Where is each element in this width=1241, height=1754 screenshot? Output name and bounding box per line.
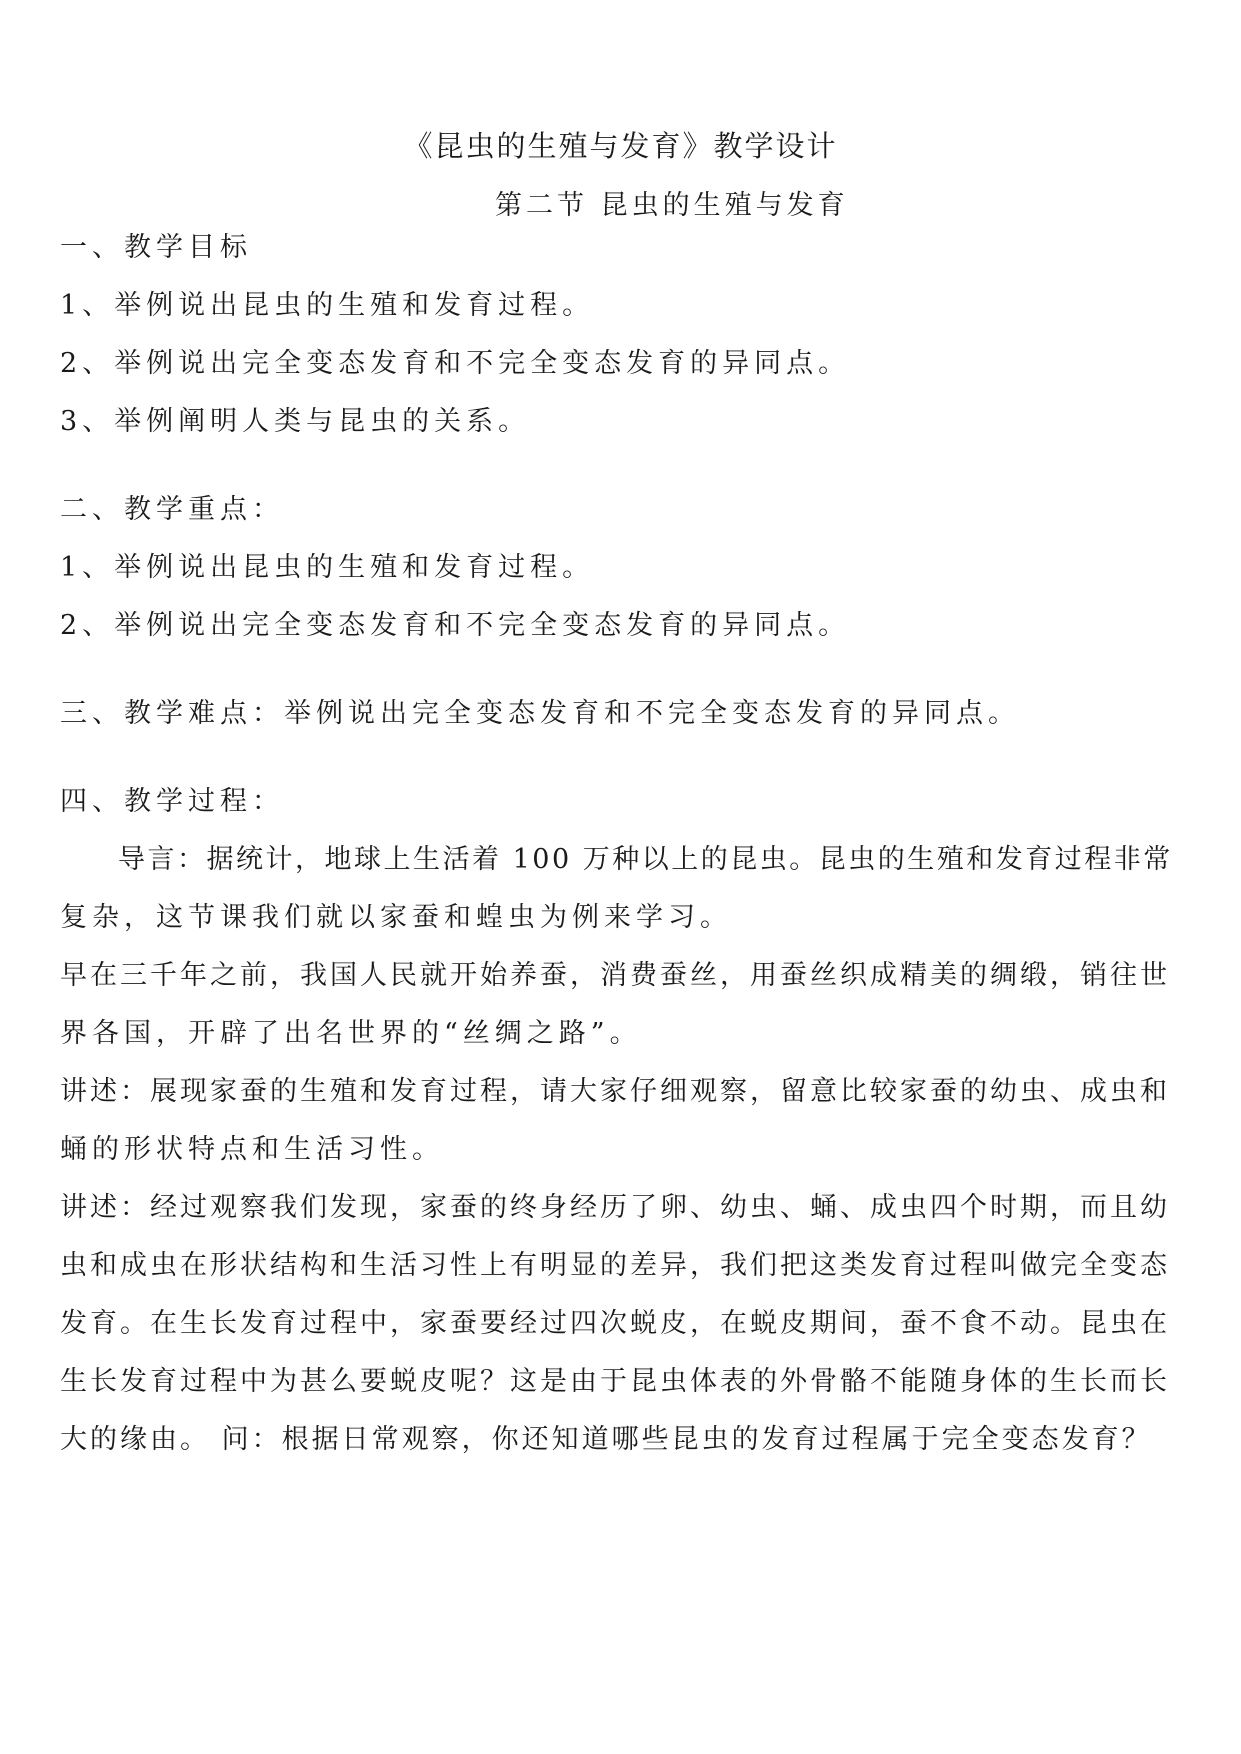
process-paragraph-line: 蛹的形状特点和生活习性。	[60, 1134, 444, 1165]
process-paragraph-line: 发育。在生长发育过程中，家蚕要经过四次蜕皮，在蜕皮期间，蚕不食不动。昆虫在	[60, 1308, 1170, 1339]
process-paragraph-line: 虫和成虫在形状结构和生活习性上有明显的差异，我们把这类发育过程叫做完全变态	[60, 1250, 1170, 1281]
document-subtitle: 第二节 昆虫的生殖与发育	[495, 190, 849, 221]
objective-item: 2、举例说出完全变态发育和不完全变态发育的异同点。	[60, 348, 851, 379]
key-point-item: 2、举例说出完全变态发育和不完全变态发育的异同点。	[60, 610, 851, 641]
objective-item: 1、举例说出昆虫的生殖和发育过程。	[60, 290, 595, 321]
section-heading-process: 四、教学过程：	[60, 786, 284, 817]
process-paragraph-line: 早在三千年之前，我国人民就开始养蚕，消费蚕丝，用蚕丝织成精美的绸缎，销往世	[60, 960, 1170, 991]
process-paragraph-line: 复杂，这节课我们就以家蚕和蝗虫为例来学习。	[60, 902, 732, 933]
objective-item: 3、举例阐明人类与昆虫的关系。	[60, 406, 531, 437]
section-heading-difficulty: 三、教学难点：举例说出完全变态发育和不完全变态发育的异同点。	[60, 698, 1020, 729]
process-paragraph-line: 导言：据统计，地球上生活着 100 万种以上的昆虫。昆虫的生殖和发育过程非常	[118, 844, 1173, 875]
process-paragraph-line: 讲述：经过观察我们发现，家蚕的终身经历了卵、幼虫、蛹、成虫四个时期，而且幼	[60, 1192, 1170, 1223]
process-paragraph-line: 大的缘由。 问：根据日常观察，你还知道哪些昆虫的发育过程属于完全变态发育？	[60, 1424, 1152, 1455]
section-heading-objectives: 一、教学目标	[60, 232, 252, 263]
process-paragraph-line: 界各国，开辟了出名世界的“丝绸之路”。	[60, 1018, 642, 1049]
process-paragraph-line: 生长发育过程中为甚么要蜕皮呢？这是由于昆虫体表的外骨骼不能随身体的生长而长	[60, 1366, 1170, 1397]
key-point-item: 1、举例说出昆虫的生殖和发育过程。	[60, 552, 595, 583]
document-title: 《昆虫的生殖与发育》教学设计	[403, 129, 838, 163]
process-paragraph-line: 讲述：展现家蚕的生殖和发育过程，请大家仔细观察，留意比较家蚕的幼虫、成虫和	[60, 1076, 1170, 1107]
section-heading-key-points: 二、教学重点：	[60, 494, 284, 525]
